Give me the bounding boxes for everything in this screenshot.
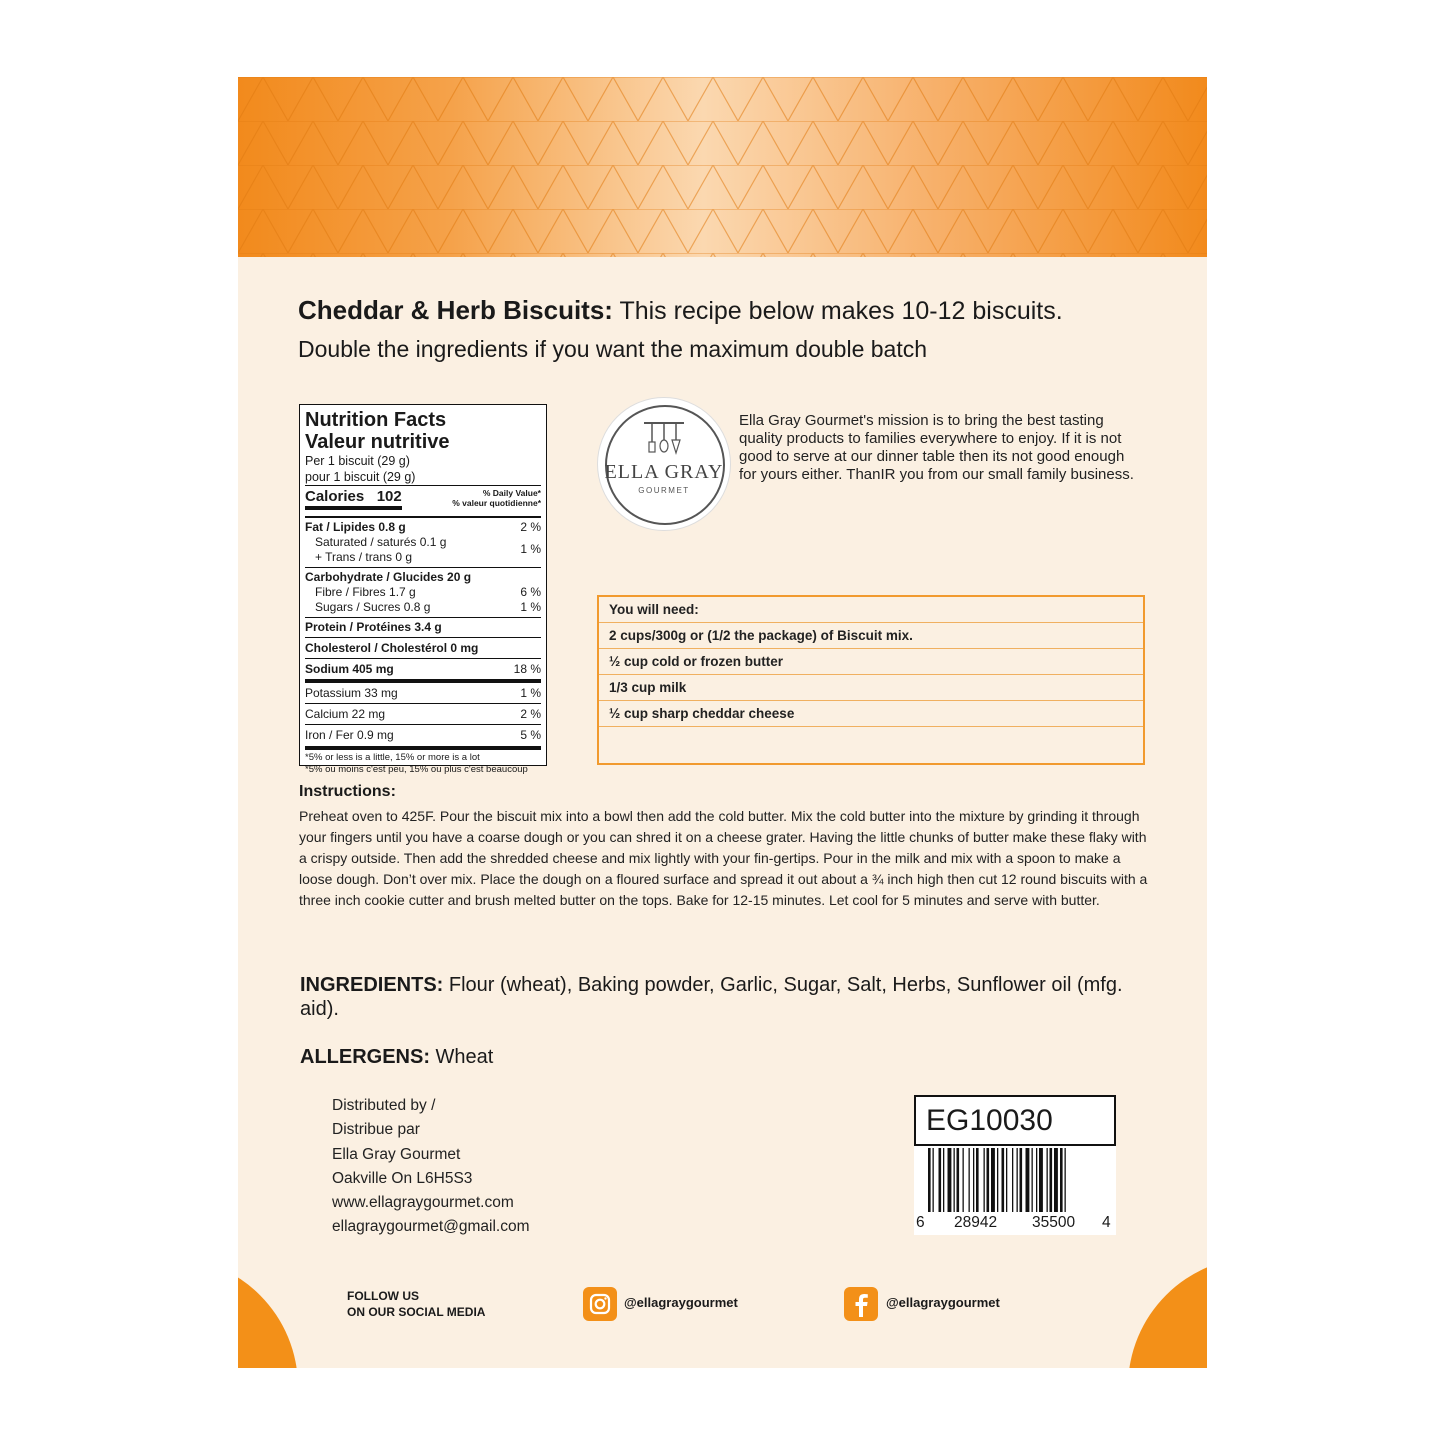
- sodium-row: Sodium 405 mg 18 %: [305, 658, 541, 677]
- you-will-need-table: [597, 595, 1145, 765]
- instagram-icon[interactable]: [583, 1287, 617, 1321]
- barcode-bars: [914, 1146, 1116, 1216]
- calcium-row: Calcium 22 mg 2 %: [305, 703, 541, 722]
- needs-row: ½ cup cold or frozen butter: [599, 649, 1143, 675]
- brand-logo: [597, 397, 731, 531]
- utensils-icon: [642, 420, 686, 456]
- serving-size-fr: pour 1 biscuit (29 g): [305, 470, 416, 484]
- triangle-pattern: [238, 77, 1207, 257]
- recipe-subtitle: Double the ingredients if you want the maximum double batch: [298, 336, 928, 362]
- corner-decoration-right: [1128, 1257, 1207, 1368]
- saturated-row: Saturated / saturés 0.1 g: [315, 535, 447, 549]
- header-pattern-band: [238, 77, 1207, 257]
- potassium-row: Potassium 33 mg 1 %: [305, 679, 541, 701]
- logo-name: ELLA GRAY: [604, 461, 724, 483]
- footnote-fr: *5% ou moins c'est peu, 15% ou plus c'est beaucoup: [305, 764, 528, 775]
- footnote-en: *5% or less is a little, 15% or more is a lot: [305, 752, 480, 763]
- cholesterol-row: Cholesterol / Cholestérol 0 mg: [305, 637, 541, 656]
- facebook-handle[interactable]: @ellagraygourmet: [886, 1295, 1000, 1310]
- ingredients: INGREDIENTS: Flour (wheat), Baking powder, Garlic, Sugar, Salt, Herbs, Sunflower oil (mfg. aid).: [300, 974, 1123, 1020]
- instagram-handle[interactable]: @ellagraygourmet: [624, 1295, 738, 1310]
- barcode: 6 28942 35500 4: [914, 1146, 1116, 1235]
- needs-row: 1/3 cup milk: [599, 675, 1143, 701]
- package-back-panel: [238, 77, 1207, 1368]
- facebook-icon[interactable]: [844, 1287, 878, 1321]
- needs-row: You will need:: [599, 597, 1143, 623]
- website-link[interactable]: www.ellagraygourmet.com: [332, 1194, 514, 1212]
- email-link[interactable]: ellagraygourmet@gmail.com: [332, 1218, 530, 1236]
- corner-decoration-left: [238, 1257, 298, 1368]
- fat-row: Fat / Lipides 0.8 g 2 %: [305, 520, 541, 534]
- nutrition-title-en: Nutrition Facts: [305, 409, 447, 431]
- recipe-title: Cheddar & Herb Biscuits: This recipe below makes 10-12 biscuits.: [298, 295, 1063, 325]
- needs-row: ½ cup sharp cheddar cheese: [599, 701, 1143, 727]
- product-code: EG10030: [914, 1095, 1116, 1146]
- nutrition-title-fr: Valeur nutritive: [305, 431, 450, 453]
- sugars-row: Sugars / Sucres 0.8 g 1 %: [315, 600, 541, 614]
- needs-row: [599, 727, 1143, 752]
- follow-us-text: FOLLOW US ON OUR SOCIAL MEDIA: [347, 1289, 486, 1319]
- needs-row: 2 cups/300g or (1/2 the package) of Biscuit mix.: [599, 623, 1143, 649]
- logo-sub: GOURMET: [638, 486, 690, 495]
- distributor-info: Distributed by / Distribue par Ella Gray Gourmet Oakville On L6H5S3 www.ellagraygourmet.com ellagraygourmet@gmail.com: [332, 1094, 530, 1240]
- calories-row: Calories 102 % Daily Value* % valeur quotidienne*: [305, 485, 541, 514]
- fibre-row: Fibre / Fibres 1.7 g 6 %: [315, 585, 541, 599]
- protein-row: Protein / Protéines 3.4 g: [305, 617, 541, 635]
- trans-row: + Trans / trans 0 g 1 %: [315, 542, 541, 564]
- instructions-text: Preheat oven to 425F. Pour the biscuit mix into a bowl then add the cold butter. Mix the cold butter into the mixture by grinding it through your fingers until you have a coarse dough or you can shred it on a cheese grater. Having the little chunks of butter make these flaky with a crispy outside. Then add the shredded cheese and mix lightly with your fin-gertips. Pour in the milk and mix with a spoon to make a loose dough. Don’t over mix. Place the dough on a floured surface and spread it out about a ¾ inch high then cut 12 round biscuits with a three inch cookie cutter and brush melted butter on the tops. Bake for 12-15 minutes. Let cool for 5 minutes and serve with butter.: [299, 808, 1148, 908]
- allergens: ALLERGENS: Wheat: [300, 1046, 494, 1068]
- nutrition-facts-table: [299, 404, 547, 775]
- instructions-heading: Instructions:: [299, 783, 396, 800]
- iron-row: Iron / Fer 0.9 mg 5 %: [305, 724, 541, 743]
- carb-row: Carbohydrate / Glucides 20 g: [305, 567, 541, 585]
- mission-statement: Ella Gray Gourmet's mission is to bring the best tasting quality products to families everywhere to enjoy. If it is not good to serve at our dinner table then its not good enough for yours either. ThanIR you from our small family business.: [739, 412, 1134, 483]
- serving-size-en: Per 1 biscuit (29 g): [305, 454, 410, 468]
